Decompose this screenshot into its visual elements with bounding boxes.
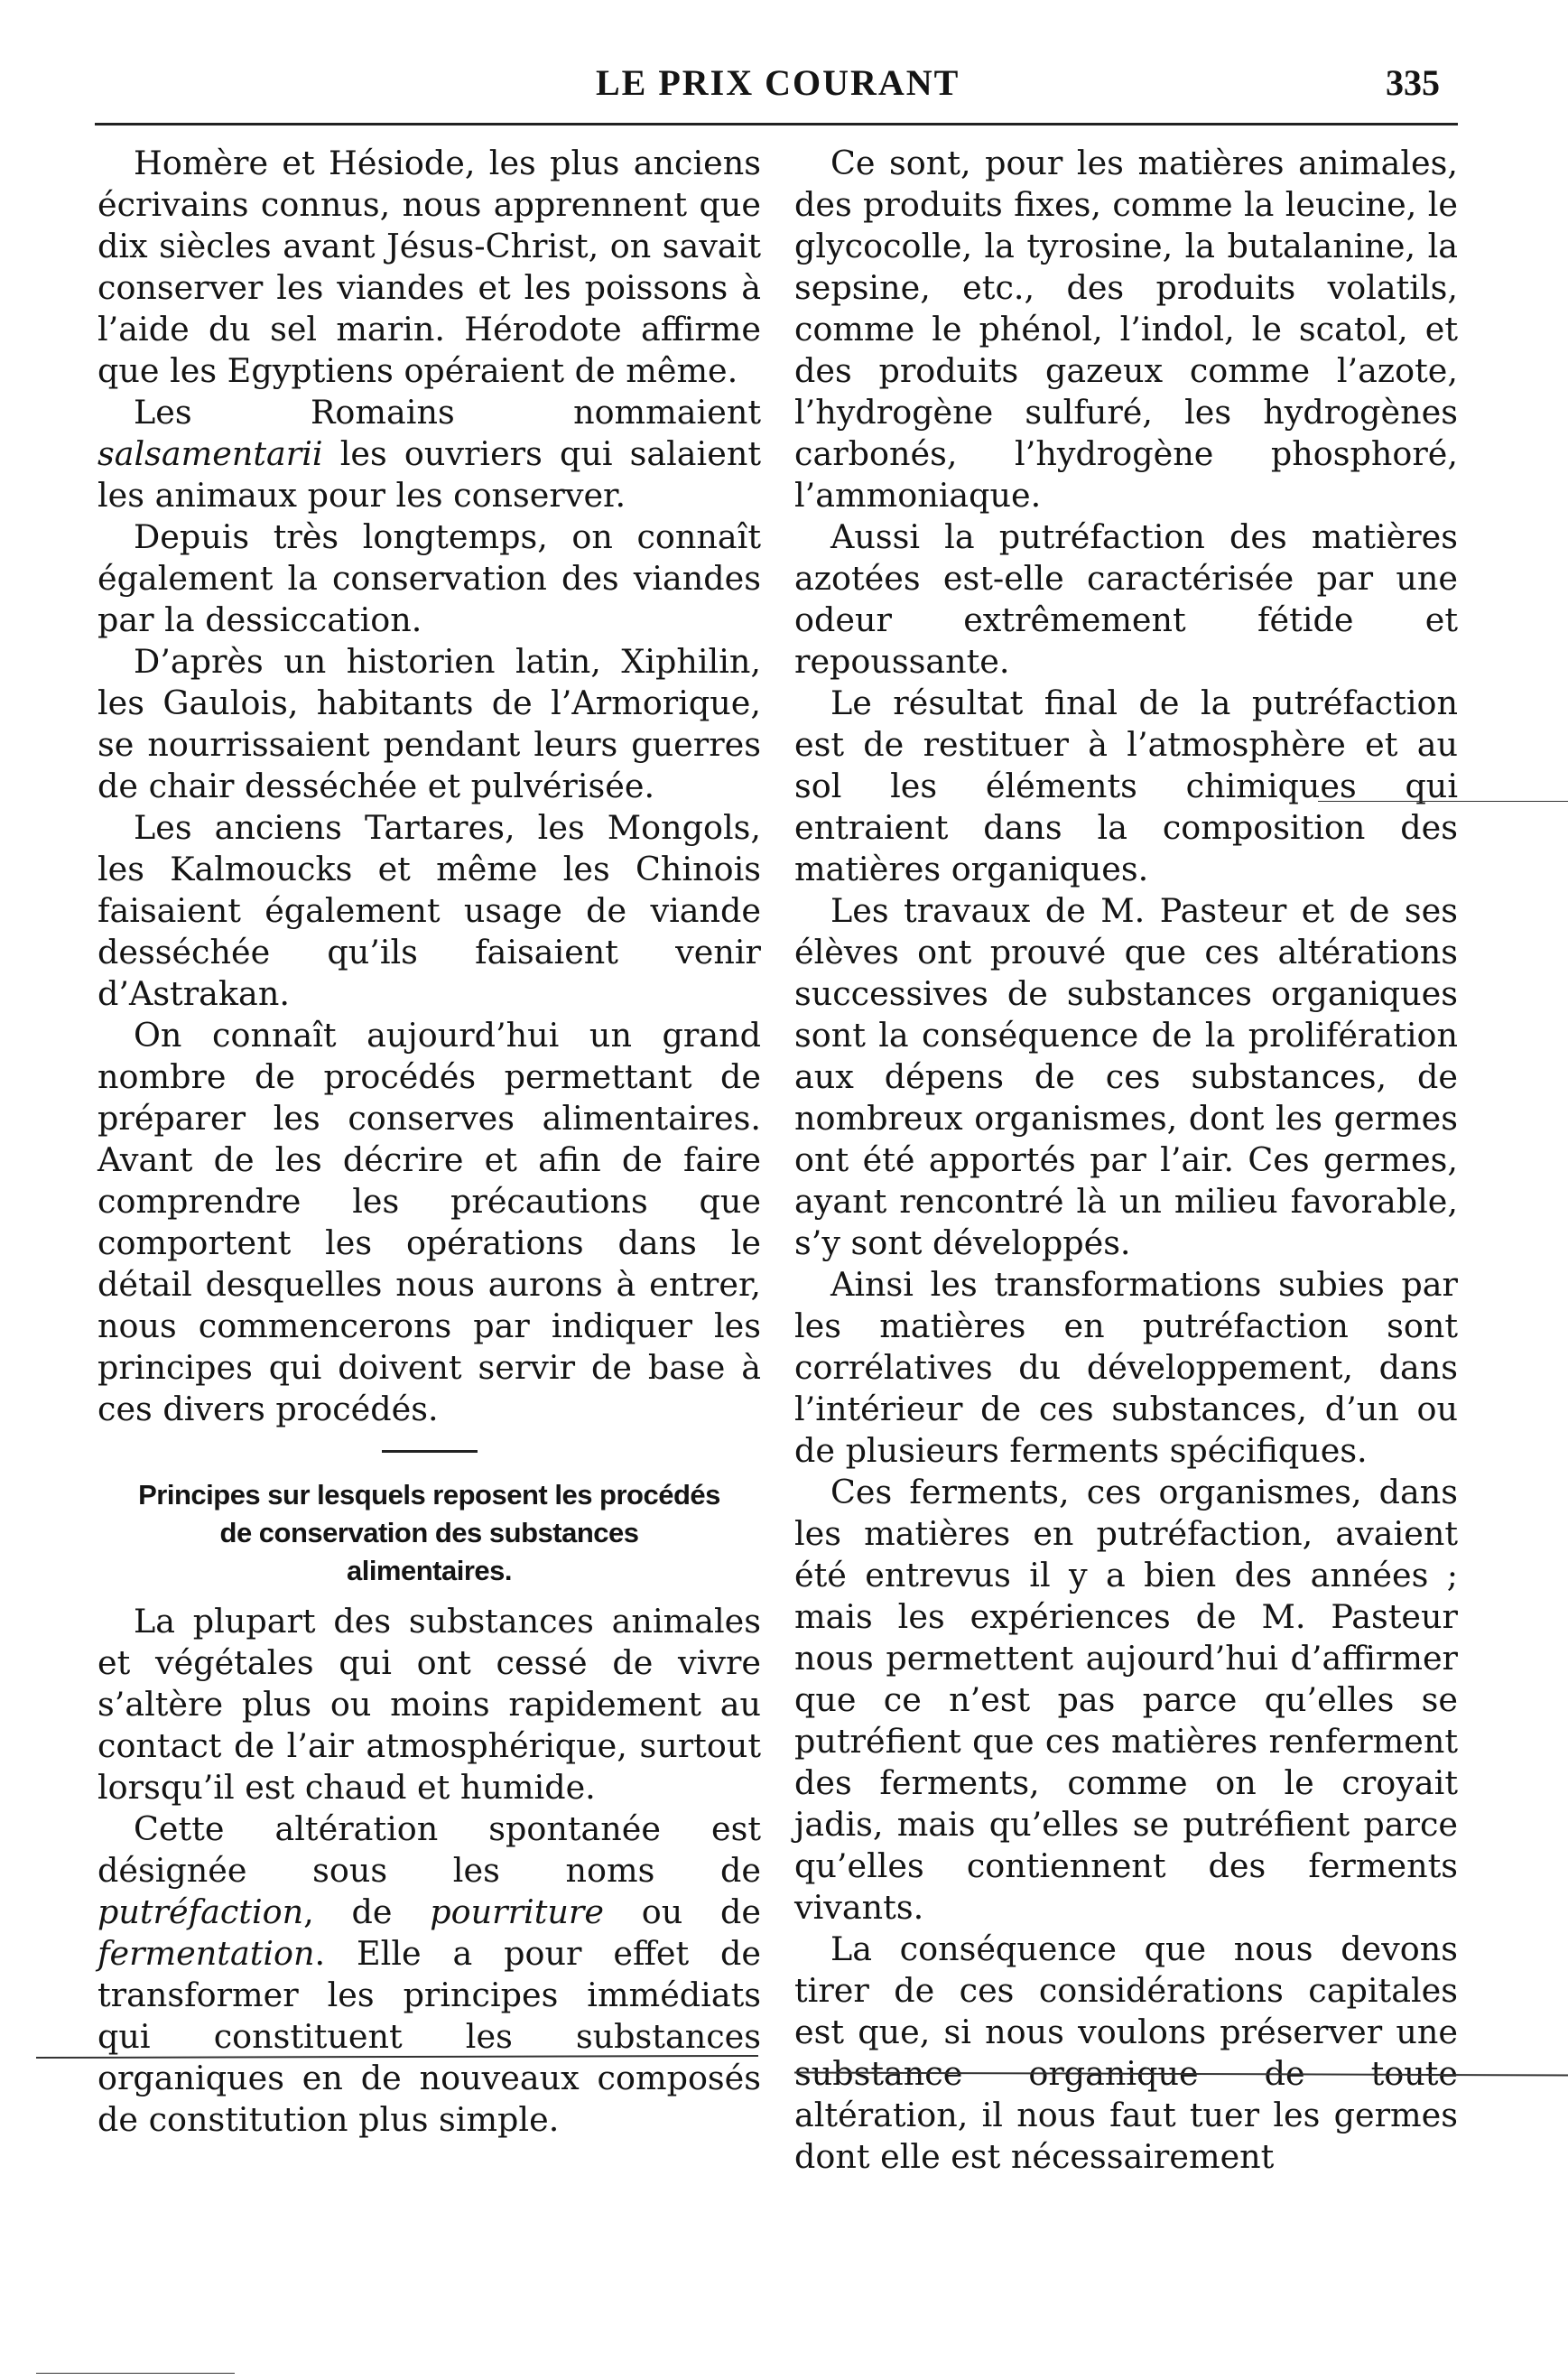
paragraph-alteration	[97, 1808, 761, 2141]
term-pourriture: pourriture	[430, 1892, 604, 1931]
paragraph-dessiccation: Depuis très longtemps, on connaît également la conservation des viandes par la dessiccation.	[97, 517, 761, 639]
paragraph-homer: Homère et Hésiode, les plus anciens écrivains connus, nous apprennent que dix siècles avant Jésus-Christ, on savait conserver les viandes et les poissons à l’aide du sel marin. Hérodote affirme que les Egyptiens opéraient de même.	[97, 144, 761, 390]
paragraph-final-result: Le résultat final de la putréfaction est de restituer à l’atmosphère et au sol les éléments chimiques qui entraient dans la composition des matières organiques.	[794, 683, 1458, 888]
paragraph-ferments: Ces ferments, ces organismes, dans les matières en putréfaction, avaient été entrevus il y a bien des années ; mais les expériences de M. Pasteur nous permettent aujourd’hui d’affirmer que ce n’est pas parce qu’elles se putréfient que ces matières renferment des ferments, comme on le croyait jadis, mais qu’elles se putréfient parce qu’elles contiennent des ferments vivants.	[794, 1473, 1458, 1927]
paragraph-alteration-text-c: ou de	[603, 1892, 761, 1931]
paragraph-alteration-text-b: , de	[303, 1892, 431, 1931]
ink-stroke	[36, 2373, 235, 2374]
paragraph-alteration-text-a: Cette altération spontanée est désignée sous les noms de	[97, 1809, 761, 1890]
paragraph-procedures: On connaît aujourd’hui un grand nombre de procédés permettant de préparer les conserves alimentaires. Avant de les décrire et afin de faire comprendre les précautions que comportent les opérations dans le détail desquelles nous aurons à entrer, nous commencerons par indiquer les principes qui doivent servir de base à ces divers procédés.	[97, 1016, 761, 1428]
right-column	[794, 143, 1458, 2178]
paragraph-substances: La plupart des substances animales et végétales qui ont cessé de vivre s’altère plus ou moins rapidement au contact de l’air atmosphérique, surtout lorsqu’il est chaud et humide.	[97, 1602, 761, 1807]
left-column	[97, 143, 761, 2141]
term-salsamentarii: salsamentarii	[97, 434, 323, 473]
section-heading	[97, 1476, 761, 1590]
running-head	[95, 56, 1458, 110]
page-number: 335	[1386, 62, 1440, 103]
term-putrefaction: putréfaction	[97, 1892, 304, 1931]
section-heading-line: Principes sur lesquels reposent les procédés	[138, 1479, 720, 1511]
section-heading-line: alimentaires.	[346, 1555, 513, 1586]
paragraph-romans	[97, 392, 761, 516]
paragraph-consequence: La conséquence que nous devons tirer de ces considérations capitales est que, si nous voulons préserver une substance organique de toute altération, il nous faut tuer les germes dont elle est nécessairement	[794, 1929, 1458, 2176]
paragraph-romans-text-a: Les Romains nommaient	[134, 393, 761, 432]
section-heading-line: de conservation des substances	[219, 1517, 639, 1548]
paragraph-tartars: Les anciens Tartares, les Mongols, les Kalmoucks et même les Chinois faisaient également usage de viande desséchée qu’ils faisaient venir d’Astrakan.	[97, 808, 761, 1013]
section-separator	[382, 1450, 478, 1453]
running-title: LE PRIX COURANT	[596, 62, 960, 103]
header-rule	[95, 123, 1458, 126]
paragraph-transformations: Ainsi les transformations subies par les matières en putréfaction sont corrélatives du développement, dans l’intérieur de ces substances, d’un ou de plusieurs ferments spécifiques.	[794, 1265, 1458, 1470]
paragraph-romans-text-b: les ouvriers qui salaient les animaux pour les conserver.	[97, 434, 761, 515]
paragraph-odor: Aussi la putréfaction des matières azotées est-elle caractérisée par une odeur extrêmement fétide et repoussante.	[794, 517, 1458, 681]
paragraph-alteration-text-d: . Elle a pour effet de transformer les principes immédiats qui constituent les substances organiques en de nouveaux composés de constitution plus simple.	[97, 1934, 761, 2139]
paragraph-products: Ce sont, pour les matières animales, des produits fixes, comme la leucine, le glycocolle, la tyrosine, la butalanine, la sepsine, etc., des produits volatils, comme le phénol, l’indol, le scatol, et des produits gazeux comme l’azote, l’hydrogène sulfuré, les hydrogènes carbonés, l’hydrogène phosphoré, l’ammoniaque.	[794, 144, 1458, 515]
paragraph-gauls: D’après un historien latin, Xiphilin, les Gaulois, habitants de l’Armorique, se nourrissaient pendant leurs guerres de chair desséchée et pulvérisée.	[97, 642, 761, 805]
term-fermentation: fermentation	[97, 1934, 315, 1973]
ink-stroke	[1318, 801, 1568, 802]
paragraph-pasteur-works: Les travaux de M. Pasteur et de ses élèves ont prouvé que ces altérations successives de substances organiques sont la conséquence de la prolifération aux dépens de ces substances, de nombreux organismes, dont les germes ont été apportés par l’air. Ces germes, ayant rencontré là un milieu favorable, s’y sont développés.	[794, 891, 1458, 1262]
